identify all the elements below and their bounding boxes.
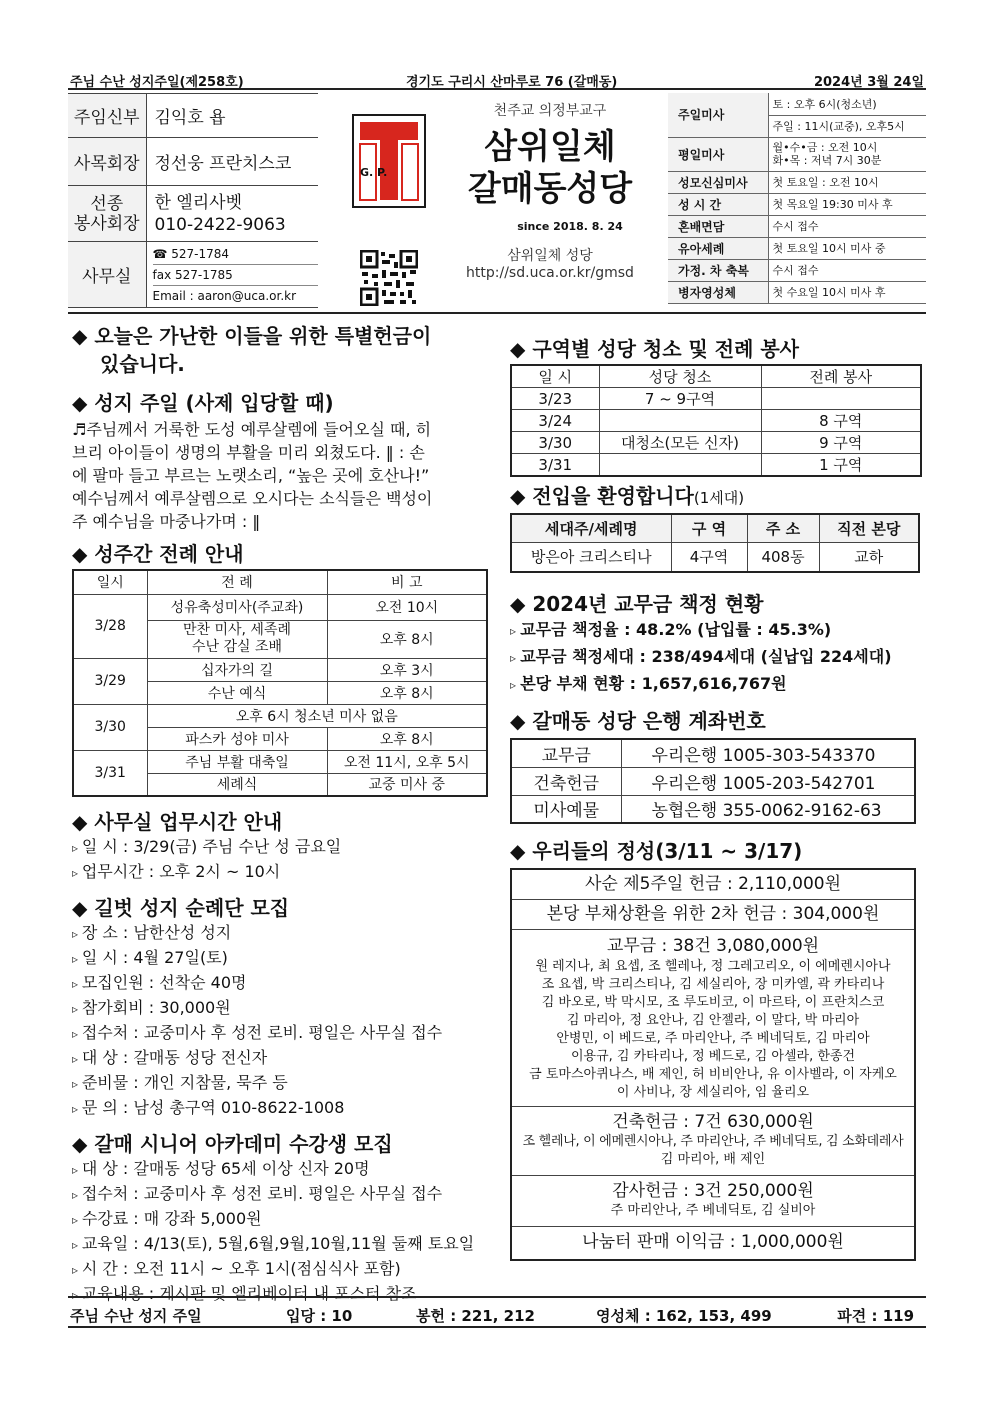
account-number: 우리은행 1005-303-543370: [621, 739, 915, 767]
staff-value: [146, 186, 318, 242]
cleaning-heading: [510, 336, 926, 362]
table-header: 전례 봉사: [761, 365, 921, 388]
holy-week-heading: [72, 541, 502, 567]
donor-line: 원 레지나, 최 요셉, 조 헬레나, 정 그레고리오, 이 에메렌시아나: [535, 959, 891, 974]
schedule-label: 성 시 간: [668, 193, 768, 215]
mass-schedule-table: [668, 93, 926, 304]
schedule-value: 주일 : 11시(교중), 오후5시: [768, 115, 926, 137]
logo-letters: G. P.: [360, 166, 388, 179]
schedule-value: 첫 토요일 : 오전 10시: [768, 171, 926, 193]
staff-label: [68, 186, 146, 242]
table-cell: 건축헌금: [511, 767, 621, 795]
list-item: ▹ 일 시 : 4월 27일(토): [72, 946, 502, 971]
parish-name-line2: 갈매동성당: [467, 169, 633, 209]
section-title: 2024년 교무금 책정 현황: [532, 592, 764, 616]
section-title: 우리들의 정성: [532, 839, 656, 863]
offering-line: 교무금 : 38건 3,080,000원: [606, 936, 820, 956]
table-cell: 오전 10시: [327, 594, 487, 620]
table-header: 비 고: [327, 570, 487, 594]
table-cell: 수난 예식: [147, 681, 327, 704]
table-header: 직전 본당: [819, 514, 919, 542]
table-cell: 9 구역: [761, 432, 921, 454]
table-cell: 1 구역: [761, 454, 921, 477]
phone-number: 010-2422-9063: [154, 214, 286, 235]
text-line: 주 예수님을 마중나가며 : ‖: [72, 512, 261, 531]
diamond-icon: ◆: [72, 324, 95, 348]
table-cell: 3/30: [73, 704, 147, 750]
household-count: (1세대): [693, 489, 745, 507]
academy-heading: [72, 1131, 502, 1157]
list-item: ▹ 접수처 : 교중미사 후 성전 로비. 평일은 사무실 접수: [72, 1021, 502, 1046]
left-column: [72, 322, 502, 1307]
table-cell: 성유축성미사(주교좌): [147, 594, 327, 620]
text-line: ♬주님께서 거룩한 도성 예루살렘에 들어오실 때, 히: [72, 420, 432, 439]
list-item: ▹ 모집인원 : 선착순 40명: [72, 971, 502, 996]
schedule-value: 수시 접수: [768, 215, 926, 237]
section-title: 갈매동 성당 은행 계좌번호: [532, 709, 766, 733]
donor-line: 안병민, 이 베드로, 주 마리안나, 주 베네딕토, 김 마리아: [556, 1031, 870, 1046]
header-divider: [68, 312, 926, 314]
list-item: ▹ 업무시간 : 오후 2시 ~ 10시: [72, 860, 502, 885]
newsletter-header: [68, 68, 926, 90]
table-cell: 3/24: [511, 410, 599, 432]
section-title: 구역별 성당 청소 및 전례 봉사: [532, 337, 799, 361]
founded-date: since 2018. 8. 24: [517, 220, 623, 233]
table-cell: 8 구역: [761, 410, 921, 432]
schedule-value: 첫 목요일 19:30 미사 후: [768, 193, 926, 215]
table-header: 세대주/세례명: [511, 514, 671, 542]
table-cell: 3/28: [73, 594, 147, 658]
issue-label: 주님 수난 성지주일(제258호): [70, 75, 244, 90]
list-item: ▹ 교무금 책정세대 : 238/494세대 (실납입 224세대): [510, 644, 926, 671]
offering-line: 사순 제5주일 헌금 : 2,110,000원: [512, 870, 914, 900]
staff-label-line: 봉사회장: [73, 213, 140, 234]
table-cell: 미사예물: [511, 795, 621, 823]
palm-sunday-heading: [72, 390, 502, 416]
offering-line: 감사헌금 : 3건 250,000원: [612, 1181, 814, 1201]
schedule-label: 가정. 차 축복: [668, 259, 768, 281]
table-header: 전 례: [147, 570, 327, 594]
donor-line: 금 토마스아퀴나스, 배 제인, 허 비비안나, 유 이사벨라, 이 자케오: [529, 1067, 897, 1082]
pilgrimage-heading: [72, 895, 502, 921]
list-item: ▹ 접수처 : 교중미사 후 성전 로비. 평일은 사무실 접수: [72, 1182, 502, 1207]
list-item: ▹ 본당 부채 현황 : 1,657,616,767원: [510, 671, 926, 698]
footer-stats: [68, 1296, 926, 1328]
office-fax: fax 527-1785: [153, 265, 319, 286]
list-item: ▹ 대 상 : 갈매동 성당 65세 이상 신자 20명: [72, 1157, 502, 1182]
diamond-icon: ◆: [72, 542, 95, 566]
palm-sunday-antiphon: [72, 418, 502, 533]
table-cell: 오후 8시: [327, 727, 487, 750]
diamond-icon: ◆: [510, 709, 533, 733]
donor-line: 이용규, 김 카타리나, 정 베드로, 김 아셀라, 한종건: [570, 1049, 856, 1064]
section-title: 전입을 환영합니다: [532, 484, 694, 508]
table-cell: 408동: [747, 542, 819, 572]
section-title: 성지 주일 (사제 입당할 때): [94, 391, 334, 415]
list-item: ▹ 문 의 : 남성 총구역 010-8622-1008: [72, 1096, 502, 1121]
thanks-donors: [512, 1176, 914, 1227]
schedule-label: 주일미사: [668, 93, 768, 137]
table-cell: 십자가의 길: [147, 658, 327, 681]
diamond-icon: ◆: [510, 484, 533, 508]
table-cell: 4구역: [671, 542, 747, 572]
table-cell: [761, 388, 921, 410]
table-cell: 세례식: [147, 773, 327, 796]
offering-period: (3/11 ~ 3/17): [655, 839, 803, 863]
stat-offertory: 봉헌 : 221, 212: [416, 1307, 535, 1325]
schedule-value: 수시 접수: [768, 259, 926, 281]
schedule-label: 병자영성체: [668, 281, 768, 303]
donor-line: 김 마리아, 정 요안나, 김 안젤라, 이 말다, 박 마리아: [566, 1013, 860, 1028]
right-column: [510, 336, 926, 1261]
schedule-label: 평일미사: [668, 137, 768, 171]
offering-line: 본당 부채상환을 위한 2차 헌금 : 304,000원: [512, 900, 914, 930]
table-cell: 오후 8시: [327, 681, 487, 704]
donor-line: 주 마리안나, 주 베네딕토, 김 실비아: [610, 1203, 816, 1218]
offering-line: 건축헌금 : 7건 630,000원: [612, 1112, 814, 1132]
office-email[interactable]: Email : aaron@uca.or.kr: [152, 288, 297, 303]
diamond-icon: ◆: [510, 337, 533, 361]
staff-label: 주임신부: [68, 94, 146, 138]
diamond-icon: ◆: [72, 810, 95, 834]
section-title: 오늘은 가난한 이들을 위한 특별헌금이: [94, 324, 432, 348]
section-title: 갈매 시니어 아카데미 수강생 모집: [94, 1132, 393, 1156]
schedule-line: 월•수•금 : 오전 10시: [772, 141, 878, 154]
diamond-icon: ◆: [72, 1132, 95, 1156]
text-line: 브리 아이들이 생명의 부활을 미리 외쳤도다. ‖ : 손: [72, 443, 425, 462]
staff-value-line: 한 엘리사벳: [154, 192, 243, 213]
list-item: ▹ 교육내용 : 게시판 및 엘리베이터 내 포스터 참조: [72, 1282, 502, 1307]
donor-line: 김 바오로, 박 막시모, 조 루도비코, 이 마르타, 이 프란치스코: [541, 995, 885, 1010]
offerings-heading: [510, 838, 926, 864]
qr-code-icon[interactable]: [360, 250, 418, 306]
schedule-label: 유아세례: [668, 237, 768, 259]
table-cell: 3/31: [511, 454, 599, 477]
table-cell: [147, 620, 327, 658]
office-tel: ☎ 527-1784: [153, 244, 319, 265]
parish-name-line1: 삼위일체: [484, 127, 616, 167]
table-cell: 오후 8시: [327, 620, 487, 658]
schedule-line: 화•목 : 저녁 7시 30분: [772, 154, 882, 167]
list-item: ▹ 수강료 : 매 강좌 5,000원: [72, 1207, 502, 1232]
staff-value: 정선웅 프란치스코: [146, 138, 318, 186]
text-line: 예수님께서 예루살렘으로 오시다는 소식들은 백성이: [72, 489, 433, 508]
text-line: 에 팔마 들고 부르는 노랫소리, “높은 곳에 호산나!”: [72, 466, 430, 485]
table-cell: 3/31: [73, 750, 147, 796]
parish-logo: [352, 114, 426, 208]
list-item: ▹ 교무금 책정율 : 48.2% (납입률 : 45.3%): [510, 617, 926, 644]
table-cell: 교중 미사 중: [327, 773, 487, 796]
special-collection-notice: [72, 322, 502, 378]
tithe-heading: [510, 591, 926, 617]
table-cell: 파스카 성야 미사: [147, 727, 327, 750]
bank-account-table: [510, 738, 916, 824]
list-item: ▹ 장 소 : 남한산성 성지: [72, 921, 502, 946]
table-cell: 대청소(모든 신자): [599, 432, 761, 454]
stat-communion: 영성체 : 162, 153, 499: [596, 1307, 772, 1325]
account-number: 농협은행 355-0062-9162-63: [621, 795, 915, 823]
offering-line: 나눔터 판매 이익금 : 1,000,000원: [582, 1232, 844, 1252]
staff-table: [68, 93, 318, 308]
section-title: 성주간 전례 안내: [94, 542, 244, 566]
footer-title: 주님 수난 성지 주일: [70, 1307, 202, 1325]
schedule-label: 성모신심미사: [668, 171, 768, 193]
bank-heading: [510, 708, 926, 734]
list-item: ▹ 참가회비 : 30,000원: [72, 996, 502, 1021]
donor-line: 조 요셉, 박 크리스티나, 김 세실리아, 장 미카엘, 곽 카타리나: [541, 977, 885, 992]
section-title: 길벗 성지 순례단 모집: [94, 896, 290, 920]
donor-line: 김 마리아, 배 제인: [660, 1152, 766, 1167]
schedule-value: 첫 수요일 10시 미사 후: [768, 281, 926, 303]
schedule-value: 토 : 오후 6시(청소년): [768, 93, 926, 115]
office-contact: [146, 242, 318, 308]
table-cell: 3/23: [511, 388, 599, 410]
cell-line: 수난 감실 조배: [191, 639, 283, 655]
list-item: ▹ 대 상 : 갈매동 성당 전신자: [72, 1046, 502, 1071]
table-cell: 오후 6시 청소년 미사 없음: [147, 704, 487, 727]
holy-week-table: [72, 569, 488, 797]
staff-label: 사무실: [68, 242, 146, 308]
table-header: 성당 청소: [599, 365, 761, 388]
diamond-icon: ◆: [510, 592, 533, 616]
section-title: 사무실 업무시간 안내: [94, 810, 283, 834]
cell-line: 만찬 미사, 세족례: [182, 622, 292, 638]
donor-names: [512, 958, 914, 1102]
schedule-label: 혼배면담: [668, 215, 768, 237]
account-number: 우리은행 1005-203-542701: [621, 767, 915, 795]
diamond-icon: ◆: [510, 839, 533, 863]
table-cell: 3/30: [511, 432, 599, 454]
cleaning-table: [510, 364, 922, 477]
table-cell: [599, 410, 761, 432]
table-header: 구 역: [671, 514, 747, 542]
table-cell: 교하: [819, 542, 919, 572]
table-cell: 오전 11시, 오후 5시: [327, 750, 487, 773]
schedule-value: [768, 137, 926, 171]
list-item: ▹ 준비물 : 개인 지참물, 묵주 등: [72, 1071, 502, 1096]
donor-line: 이 사비나, 장 세실리아, 임 율리오: [616, 1085, 810, 1100]
table-header: 주 소: [747, 514, 819, 542]
list-item: ▹ 교육일 : 4/13(토), 5월,6월,9월,10월,11월 둘째 토요일: [72, 1232, 502, 1257]
list-item: ▹ 일 시 : 3/29(금) 주님 수난 성 금요일: [72, 835, 502, 860]
issue-date: 2024년 3월 24일: [813, 75, 924, 90]
table-cell: 오후 3시: [327, 658, 487, 681]
tithe-donors: [512, 930, 914, 1107]
table-cell: 주님 부활 대축일: [147, 750, 327, 773]
table-cell: 교무금: [511, 739, 621, 767]
table-cell: [599, 454, 761, 477]
staff-label-line: 선종: [90, 193, 124, 214]
website-label: 삼위일체 성당: [507, 248, 593, 264]
stat-entrance: 입당 : 10: [286, 1307, 353, 1325]
offerings-box: [510, 868, 916, 1261]
diamond-icon: ◆: [72, 391, 95, 415]
table-header: 일 시: [511, 365, 599, 388]
schedule-value: 첫 토요일 10시 미사 중: [768, 237, 926, 259]
building-donors: [512, 1107, 914, 1176]
donor-line: 조 헬레나, 이 에메렌시아나, 주 마리안나, 주 베네딕토, 김 소화데레사: [522, 1134, 904, 1149]
newcomer-table: [510, 513, 920, 573]
staff-value: 김익호 욥: [146, 94, 318, 138]
list-item: ▹ 시 간 : 오전 11시 ~ 오후 1시(점심식사 포함): [72, 1257, 502, 1282]
welcome-heading: [510, 483, 926, 511]
section-title: 있습니다.: [100, 352, 185, 376]
table-header: 일시: [73, 570, 147, 594]
table-cell: 방은아 크리스티나: [511, 542, 671, 572]
diocese-name: 천주교 의정부교구: [493, 103, 607, 119]
address: 경기도 구리시 산마루로 76 (갈매동): [406, 75, 618, 90]
table-cell: 3/29: [73, 658, 147, 704]
office-hours-heading: [72, 809, 502, 835]
parish-title-block: [440, 100, 660, 281]
stat-dismissal: 파견 : 119: [837, 1307, 914, 1325]
diamond-icon: ◆: [72, 896, 95, 920]
table-cell: 7 ~ 9구역: [599, 388, 761, 410]
website-url[interactable]: http://sd.uca.or.kr/gmsd: [466, 265, 634, 281]
staff-label: 사목회장: [68, 138, 146, 186]
